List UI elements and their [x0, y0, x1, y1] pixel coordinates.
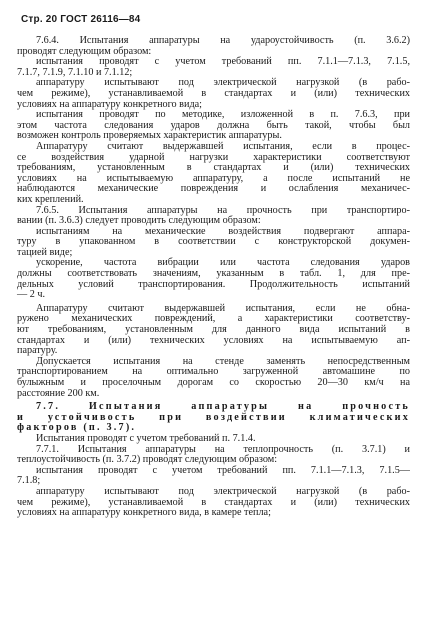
- text-line: условиях на испытываемую аппаратуру, а после испытаний не: [17, 172, 410, 184]
- text-line: этом частота следования ударов должна быть такой, чтобы был: [17, 119, 410, 131]
- text-line: ускорение, частота вибрации или частота следования ударов: [36, 257, 410, 269]
- text-line: чем режиме), устанавливаемой в стандартах и (или) технических: [17, 496, 410, 508]
- text-line: ких креплений.: [17, 193, 84, 205]
- page-header: Стр. 20 ГОСТ 26116—84: [21, 14, 141, 25]
- text-line: се воздействия ударной нагрузки характеристики соответствуют: [17, 151, 410, 163]
- document-body: [17, 36, 410, 519]
- text-line: наблюдаются механические повреждения и ослабления механичес-: [17, 183, 410, 195]
- text-line: ют требованиям, установленным для данного вида испытаний в: [17, 324, 410, 336]
- text-line: возможен контроль проверяемых характеристик аппаратуры.: [17, 130, 282, 142]
- text-line: Аппаратуру считают выдержавшей испытания, если в процес-: [36, 140, 410, 152]
- text-line: требованиям, установленным в стандартах и (или) технических: [17, 162, 410, 174]
- section-heading-line: 7.7. Испытания аппаратуры на прочность: [36, 401, 410, 413]
- text-line: проводят следующим образом:: [17, 45, 152, 57]
- text-line: Допускается испытания на стенде заменять непосредственным: [36, 355, 410, 367]
- text-line: аппаратуру испытывают под электрической нагрузкой (в рабо-: [36, 485, 410, 497]
- text-line: вании (п. 3.6.3) следует проводить следующим образом:: [17, 215, 261, 227]
- section-heading-line: и устойчивость при воздействии климатических: [17, 411, 410, 423]
- text-line: паратуру.: [17, 345, 58, 357]
- text-line: условиях на аппаратуру конкретного вида;: [17, 98, 202, 110]
- text-line: 7.6.4. Испытания аппаратуры на удароустойчивость (п. 3.6.2): [36, 35, 410, 46]
- text-line: чем режиме), устанавливаемой в стандартах и (или) технических: [17, 87, 410, 99]
- text-line: испытания проводят по методике, изложенной в п. 7.6.3, при: [36, 109, 410, 121]
- text-line: 7.1.8;: [17, 475, 41, 487]
- text-line: должны соответствовать значениям, указанным в табл. 1, для пре-: [17, 268, 410, 280]
- text-line: 7.7.1. Испытания аппаратуры на теплопрочность (п. 3.7.1) и: [36, 443, 410, 455]
- text-line: стандартах и (или) технических условиях на испытываемую ап-: [17, 334, 410, 346]
- text-line: испытаниям на механические воздействия подвергают аппара-: [36, 225, 410, 237]
- text-line: 7.1.7, 7.1.9, 7.1.10 и 7.1.12;: [17, 66, 133, 78]
- text-line: 7.6.5. Испытания аппаратуры на прочность при транспортиро-: [36, 204, 410, 216]
- text-line: испытания проводят с учетом требований пп. 7.1.1—7.1.3, 7.1.5,: [36, 56, 410, 68]
- text-line: Испытания проводят с учетом требований п. 7.1.4.: [36, 432, 256, 444]
- text-line: дельных условий транспортирования. Продолжительность испытаний: [17, 278, 410, 290]
- text-line: аппаратуру испытывают под электрической нагрузкой (в рабо-: [36, 77, 410, 89]
- text-line: Аппаратуру считают выдержавшей испытания, если не обна-: [36, 302, 410, 314]
- text-line: теплоустойчивость (п. 3.7.2) проводят следующим образом:: [17, 454, 278, 466]
- text-line: ружено механических повреждений, а характеристики соответству-: [17, 313, 410, 325]
- section-heading-line: факторов (п. 3.7).: [17, 422, 137, 434]
- text-line: испытания проводят с учетом требований пп. 7.1.1—7.1.3, 7.1.5—: [36, 464, 410, 476]
- text-line: расстояние 200 км.: [17, 387, 100, 399]
- text-line: туру в упакованном в соответствии с конструкторской докумен-: [17, 236, 410, 248]
- text-line: транспортированием на оптимально загруженной автомашине по: [17, 366, 410, 378]
- text-line: булыжным и проселочным дорогам со скоростью 20—30 км/ч на: [17, 377, 410, 388]
- text-line: тацией виде;: [17, 246, 73, 258]
- text-line: — 2 ч.: [17, 289, 46, 301]
- text-line: условиях на аппаратуру конкретного вида, в камере тепла;: [17, 507, 271, 519]
